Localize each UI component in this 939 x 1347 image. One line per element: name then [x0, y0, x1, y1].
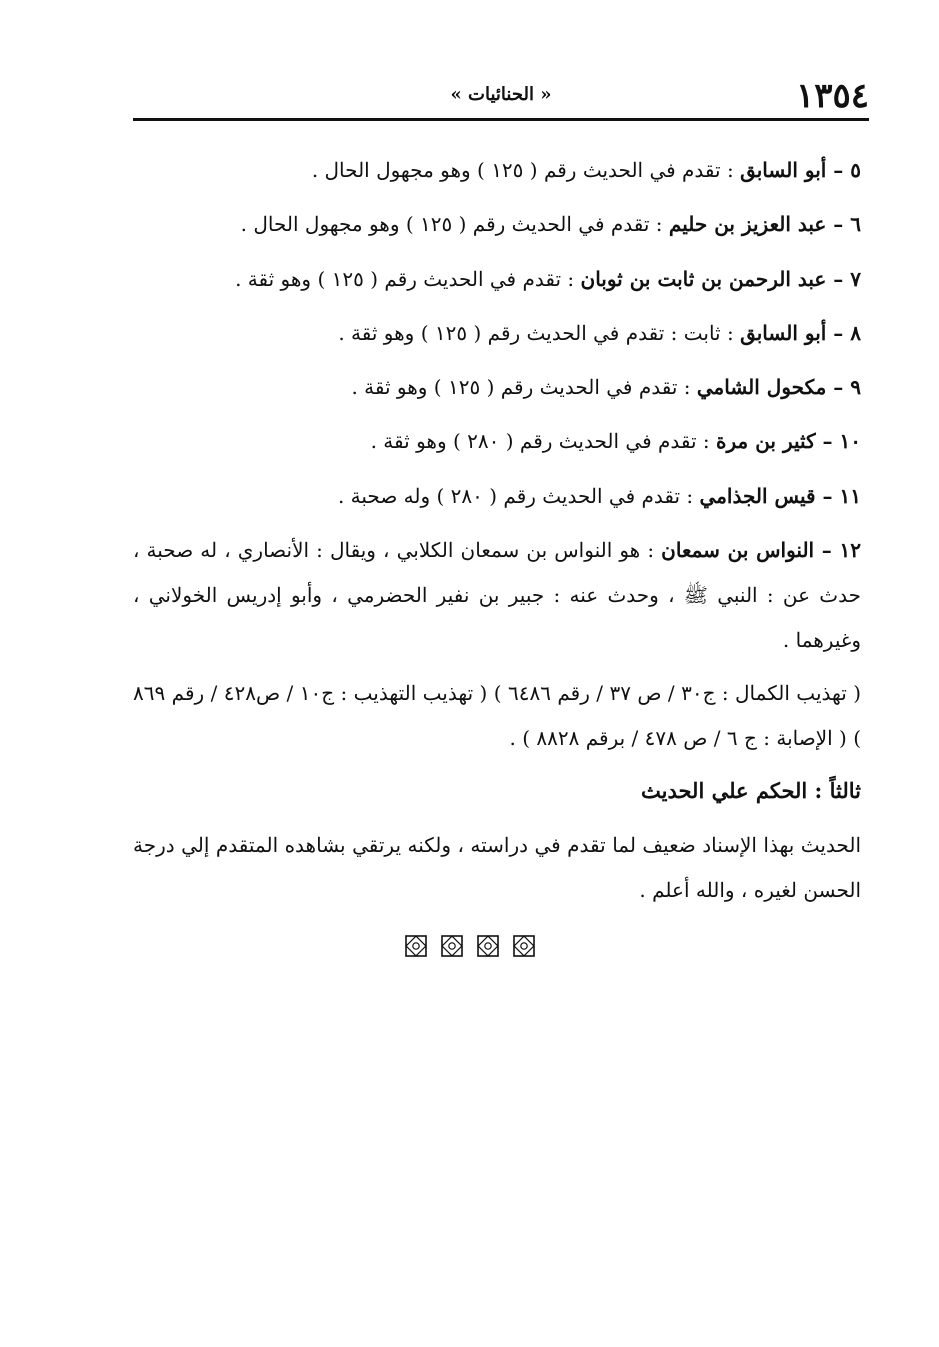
ornament-divider — [0, 935, 939, 957]
narrator-entry-12 — [133, 528, 861, 663]
narrator-name: ١٠ – كثير بن مرة — [716, 429, 861, 454]
narrator-name: ١٢ – النواس بن سمعان — [661, 538, 861, 563]
narrator-entry-5 — [133, 148, 861, 192]
header-rule — [133, 118, 869, 121]
narrator-note: : تقدم في الحديث رقم ( ١٢٥ ) وهو مجهول الحال . — [240, 212, 669, 237]
conclusion-paragraph: الحديث بهذا الإسناد ضعيف لما تقدم في دراسته ، ولكنه يرتقي بشاهده المتقدم إلي درجة الحسن لغيره ، والله أعلم . — [133, 833, 861, 903]
narrator-name: ٩ – مكحول الشامي — [696, 375, 861, 400]
running-title: « الحنائيات » — [450, 84, 552, 105]
square-ornament-icon — [441, 935, 463, 957]
narrator-note: : تقدم في الحديث رقم ( ٢٨٠ ) وله صحبة . — [337, 483, 700, 508]
narrator-entry-8 — [133, 311, 861, 355]
narrator-name: ٥ – أبو السابق — [740, 158, 861, 182]
page-number: ١٣٥٤ — [795, 76, 869, 116]
narrator-note: : تقدم في الحديث رقم ( ١٢٥ ) وهو ثقة . — [351, 375, 697, 400]
narrator-note: : هو النواس بن سمعان الكلابي ، ويقال : الأنصاري ، له صحبة ، حدث عن : النبي ﷺ ، وحدث عنه : جبير بن نفير الحضرمي ، وأبو إدريس الخولاني ، وغيرهما . — [133, 538, 861, 653]
narrator-entry-6 — [133, 202, 861, 246]
narrator-name: ١١ – قيس الجذامي — [699, 483, 861, 508]
narrator-name: ٧ – عبد الرحمن بن ثابت بن ثوبان — [580, 266, 861, 291]
narrator-entry-11 — [133, 474, 861, 518]
references-paragraph: ( تهذيب الكمال : ج٣٠ / ص ٣٧ / رقم ٦٤٨٦ ) ( تهذيب التهذيب : ج١٠ / ص٤٢٨ / رقم ٨٦٩ ) ( الإصابة : ج ٦ / ص ٤٧٨ / برقم ٨٨٢٨ ) . — [133, 681, 862, 751]
square-ornament-icon — [513, 935, 535, 957]
narrator-note: : ثابت : تقدم في الحديث رقم ( ١٢٥ ) وهو ثقة . — [338, 320, 741, 345]
square-ornament-icon — [405, 935, 427, 957]
page-header — [133, 74, 869, 118]
narrator-entry-9 — [133, 365, 861, 409]
section-heading: ثالثاً : الحكم علي الحديث — [641, 778, 861, 804]
narrator-entry-7 — [133, 257, 861, 301]
narrator-name: ٦ – عبد العزيز بن حليم — [668, 212, 861, 237]
narrator-note: : تقدم في الحديث رقم ( ٢٨٠ ) وهو ثقة . — [370, 429, 717, 454]
square-ornament-icon — [477, 935, 499, 957]
narrator-note: : تقدم في الحديث رقم ( ١٢٥ ) وهو ثقة . — [235, 266, 581, 291]
page-body — [133, 148, 861, 913]
narrator-name: ٨ – أبو السابق — [740, 320, 861, 345]
narrator-note: : تقدم في الحديث رقم ( ١٢٥ ) وهو مجهول الحال . — [311, 158, 741, 182]
narrator-entry-10 — [133, 419, 861, 463]
